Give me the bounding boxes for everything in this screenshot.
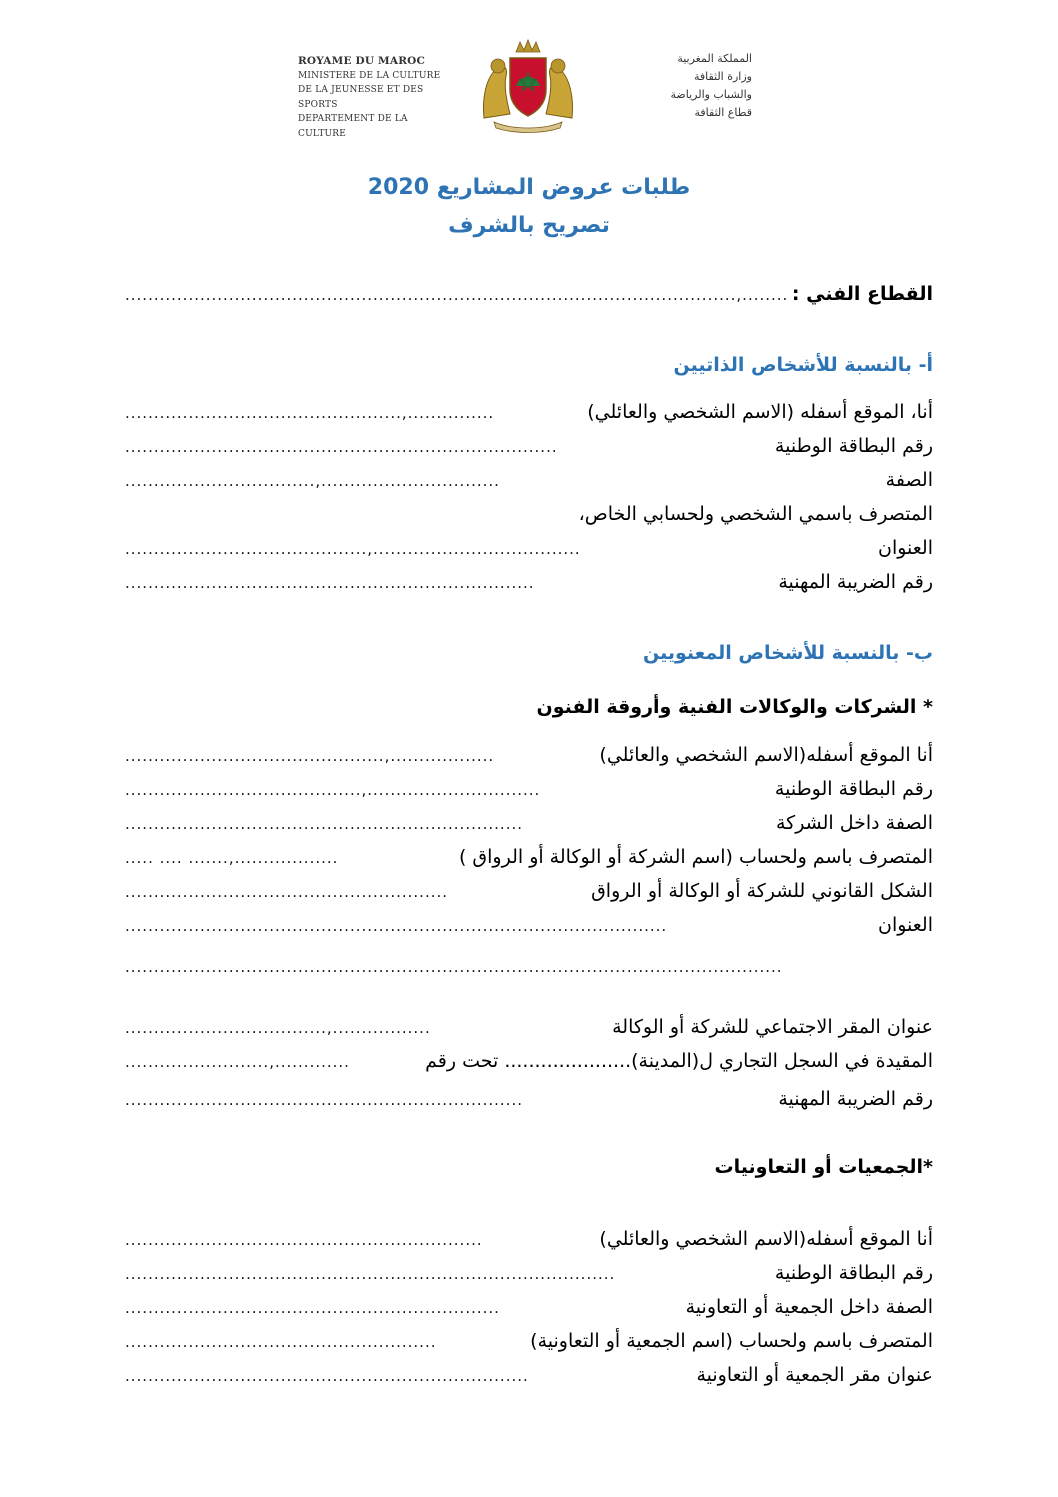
letterhead-fr-line: DEPARTEMENT DE LA CULTURE — [298, 114, 408, 139]
letterhead-ar-line: قطاع الثقافة — [694, 106, 752, 119]
field-dots: .............................................,.................. — [125, 747, 495, 765]
letterhead-ar-line: المملكة المغربية — [677, 52, 752, 65]
form-field[interactable] — [125, 1330, 933, 1360]
form-field[interactable] — [125, 955, 933, 985]
letterhead-fr-line: ROYAME DU MAROC — [298, 55, 426, 67]
document-subtitle: تصريح بالشرف — [448, 213, 610, 238]
form-field[interactable] — [125, 1364, 933, 1394]
field-label: المتصرف باسم ولحساب (اسم الجمعية أو التعاونية) — [530, 1330, 933, 1352]
field-label: رقم الضريبة المهنية — [778, 571, 933, 593]
form-field[interactable] — [125, 812, 933, 842]
form-field[interactable] — [125, 778, 933, 808]
form-field[interactable] — [125, 435, 933, 465]
sector-label: القطاع الفني : — [791, 283, 933, 305]
companies-heading: * الشركات والوكالات الفنية وأروقة الفنون — [536, 696, 933, 718]
field-dots: .............................................................................................. — [125, 917, 668, 935]
letterhead-ar-line: والشباب والرياضة — [670, 88, 752, 101]
field-dots: ..... .... .......,.................. — [125, 849, 339, 867]
field-dots: .............................................................. — [125, 1231, 483, 1249]
field-label: أنا الموقع أسفله(الاسم الشخصي والعائلي) — [599, 1228, 933, 1250]
field-dots: ....................................................................... — [125, 574, 535, 592]
field-dots: ..................................................................... — [125, 1091, 523, 1109]
field-label: المتصرف باسم ولحساب (اسم الشركة أو الوكالة أو الرواق ) — [458, 846, 933, 868]
field-label: الصفة داخل الشركة — [775, 812, 933, 834]
form-field[interactable] — [125, 1016, 933, 1046]
field-label: رقم البطاقة الوطنية — [774, 778, 933, 800]
form-field[interactable] — [125, 401, 933, 431]
form-field[interactable] — [125, 1050, 933, 1080]
form-field[interactable] — [125, 1228, 933, 1258]
form-field[interactable] — [125, 744, 933, 774]
form-field[interactable] — [125, 846, 933, 876]
field-dots: ...................................................... — [125, 1333, 437, 1351]
letterhead — [0, 38, 1058, 138]
field-label: الصفة داخل الجمعية أو التعاونية — [685, 1296, 933, 1318]
field-dots: ..........................................,.................................... — [125, 540, 581, 558]
field-label: أنا الموقع أسفله(الاسم الشخصي والعائلي) — [599, 744, 933, 766]
field-dots: ..................................................................... — [125, 815, 523, 833]
field-dots: .........................................,.............................. — [125, 781, 541, 799]
form-field[interactable] — [125, 1296, 933, 1326]
field-label: المتصرف باسمي الشخصي ولحسابي الخاص، — [578, 503, 933, 525]
letterhead-french — [298, 54, 448, 141]
form-field[interactable] — [125, 1088, 933, 1118]
field-label: العنوان — [877, 537, 933, 559]
sector-field[interactable] — [125, 283, 933, 313]
field-dots: ................................................,............... — [125, 404, 495, 422]
form-field[interactable] — [125, 469, 933, 499]
letterhead-fr-line: MINISTERE DE LA CULTURE — [298, 70, 441, 81]
field-label: عنوان المقر الاجتماعي للشركة أو الوكالة — [612, 1016, 933, 1038]
sector-dots: ..........................................................................................................,........ — [125, 286, 789, 304]
associations-heading: *الجمعيات أو التعاونيات — [714, 1156, 933, 1178]
field-dots: ........................................................ — [125, 883, 449, 901]
section-b-heading: ب- بالنسبة للأشخاص المعنويين — [643, 642, 933, 664]
field-dots: ........................................................................... — [125, 438, 558, 456]
field-dots: .................................................................................................................. — [125, 958, 783, 976]
field-dots: .........................,............. — [125, 1053, 350, 1071]
field-label: عنوان مقر الجمعية أو التعاونية — [696, 1364, 933, 1386]
document-title: طلبات عروض المشاريع 2020 — [367, 175, 691, 200]
field-label: الشكل القانوني للشركة أو الوكالة أو الرواق — [591, 880, 933, 902]
letterhead-arabic — [600, 50, 752, 122]
field-label: رقم البطاقة الوطنية — [774, 435, 933, 457]
field-dots: .................................,............................... — [125, 472, 500, 490]
field-label: الصفة — [885, 469, 933, 491]
field-label: المقيدة في السجل التجاري ل(المدينة)..................... تحت رقم — [425, 1050, 933, 1072]
letterhead-ar-line: وزارة الثقافة — [693, 70, 752, 83]
field-label: العنوان — [877, 914, 933, 936]
form-field[interactable] — [125, 880, 933, 910]
form-field[interactable] — [125, 537, 933, 567]
form-field[interactable] — [125, 1262, 933, 1292]
field-label: رقم البطاقة الوطنية — [774, 1262, 933, 1284]
form-field[interactable] — [125, 571, 933, 601]
moroccan-coat-of-arms-icon — [476, 38, 580, 134]
field-dots: ................................................................. — [125, 1299, 500, 1317]
field-label: أنا، الموقع أسفله (الاسم الشخصي والعائلي) — [587, 401, 933, 423]
section-a-heading: أ- بالنسبة للأشخاص الذاتيين — [673, 354, 933, 376]
field-dots: ...................................,................. — [125, 1019, 431, 1037]
field-label: رقم الضريبة المهنية — [778, 1088, 933, 1110]
letterhead-fr-line: DE LA JEUNESSE ET DES SPORTS — [298, 85, 424, 110]
form-field[interactable] — [125, 914, 933, 944]
form-field — [125, 503, 933, 533]
field-dots: ...................................................................... — [125, 1367, 529, 1385]
field-dots: ..................................................................................... — [125, 1265, 616, 1283]
